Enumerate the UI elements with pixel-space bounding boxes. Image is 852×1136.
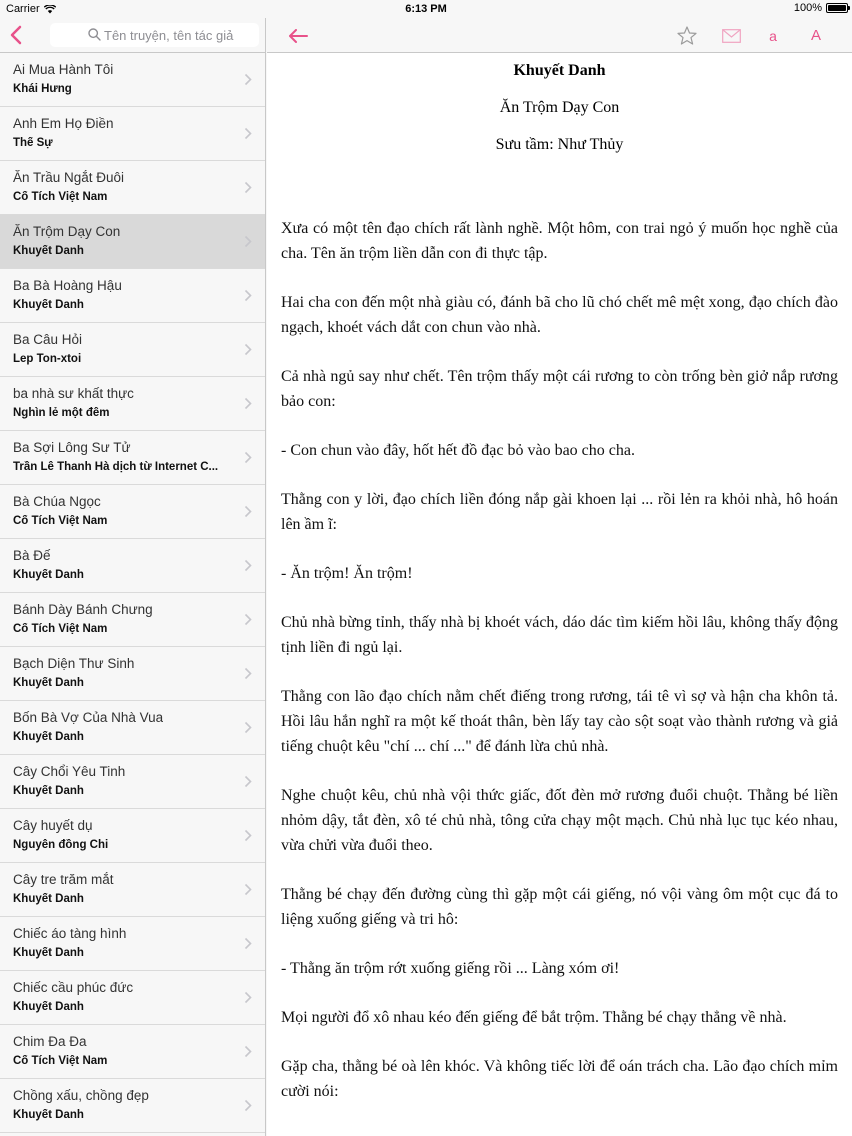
story-list-item[interactable] — [0, 755, 265, 809]
story-title-heading: Ăn Trộm Dạy Con — [499, 99, 620, 116]
story-title: Bà Đế — [13, 548, 51, 563]
chevron-right-icon — [244, 343, 252, 356]
story-list-item[interactable] — [0, 53, 265, 107]
story-paragraph: Thằng con y lời, đạo chích liền đóng nắp gài khoen lại ... rồi lẻn ra khỏi nhà, hô hoán lên ầm ĩ: — [281, 491, 838, 533]
story-list-item[interactable] — [0, 161, 265, 215]
increase-font-button[interactable] — [805, 18, 827, 53]
story-list-item[interactable] — [0, 593, 265, 647]
chevron-right-icon — [244, 73, 252, 86]
font-small-label: a — [769, 27, 777, 44]
story-title: Ba Câu Hỏi — [13, 332, 83, 347]
story-paragraph: Thằng bé chạy đến đường cùng thì gặp một cái giếng, nó vội vàng ôm một cục đá to liệng xuống giếng và tri hô: — [281, 886, 838, 928]
share-email-button[interactable] — [717, 18, 745, 53]
story-author: Khuyết Danh — [13, 785, 84, 797]
story-list-item[interactable] — [0, 863, 265, 917]
story-paragraph: Xưa có một tên đạo chích rất lành nghề. Một hôm, con trai ngỏ ý muốn học nghề của cha. Tên ăn trộm liền dẫn con đi thực tập. — [281, 220, 838, 262]
story-list-item[interactable] — [0, 809, 265, 863]
list-nav-bar — [0, 18, 265, 53]
story-author: Khuyết Danh — [13, 1001, 84, 1013]
story-title: Chim Đa Đa — [13, 1034, 87, 1049]
story-author: Khuyết Danh — [13, 299, 84, 311]
story-title: Ba Sợi Lông Sư Tử — [13, 440, 131, 455]
story-author: Khuyết Danh — [13, 677, 84, 689]
story-collector: Sưu tầm: Như Thủy — [495, 136, 624, 153]
story-author: Cổ Tích Việt Nam — [13, 515, 108, 527]
story-list-item[interactable] — [0, 107, 265, 161]
back-button[interactable] — [0, 18, 32, 53]
story-list-item[interactable] — [0, 971, 265, 1025]
favorite-button[interactable] — [673, 18, 701, 53]
reader-pane — [267, 18, 852, 1136]
story-paragraph: - Thằng ăn trộm rớt xuống giếng rồi ... Làng xóm ơi! — [281, 960, 620, 977]
story-list-item[interactable] — [0, 917, 265, 971]
decrease-font-button[interactable] — [763, 18, 783, 53]
story-author: Nguyễn đồng Chi — [13, 839, 109, 851]
story-list-item[interactable] — [0, 539, 265, 593]
story-author: Cổ Tích Việt Nam — [13, 623, 108, 635]
story-author: Khuyết Danh — [13, 947, 84, 959]
story-author: Lep Ton-xtoi — [13, 353, 82, 365]
chevron-right-icon — [244, 127, 252, 140]
chevron-right-icon — [244, 775, 252, 788]
search-box[interactable] — [50, 23, 259, 47]
story-list-item[interactable] — [0, 1079, 265, 1133]
story-list-item[interactable] — [0, 377, 265, 431]
chevron-right-icon — [244, 1045, 252, 1058]
story-author: Nghìn lẻ một đêm — [13, 407, 110, 419]
story-reader — [267, 60, 852, 1104]
story-title: Cây Chổi Yêu Tinh — [13, 764, 126, 779]
chevron-right-icon — [244, 667, 252, 680]
story-paragraph: Hai cha con đến một nhà giàu có, đánh bã cho lũ chó chết mê mệt xong, đạo chích đào ngạch, khoét vách dắt con chun vào nhà. — [281, 294, 838, 336]
battery-percent: 100% — [793, 2, 822, 14]
story-body — [281, 216, 838, 1104]
chevron-right-icon — [244, 1099, 252, 1112]
story-author: Trần Lê Thanh Hà dịch từ Internet C... — [13, 461, 219, 473]
story-author: Thế Sự — [13, 137, 53, 149]
story-paragraph: - Ăn trộm! Ăn trộm! — [281, 565, 413, 582]
chevron-left-icon — [10, 25, 22, 45]
chevron-right-icon — [244, 613, 252, 626]
story-paragraph: Thằng con lão đạo chích nằm chết điếng trong rương, tái tê vì sợ và hận cha khôn tả. Hồi lâu hắn nghĩ ra một kế thoát thân, bèn lấy tay cào sột soạt vào thành rương và giả tiếng chuột kêu "chí ... chí ..." để đánh lừa chủ nhà. — [281, 688, 838, 755]
story-author: Khuyết Danh — [13, 569, 84, 581]
star-icon — [677, 26, 697, 45]
clock: 6:13 PM — [405, 3, 447, 15]
chevron-right-icon — [244, 505, 252, 518]
font-large-label: A — [810, 27, 821, 44]
story-author: Khuyết Danh — [13, 1109, 84, 1121]
chevron-right-icon — [244, 559, 252, 572]
story-title: Bốn Bà Vợ Của Nhà Vua — [13, 710, 164, 725]
reader-toolbar — [267, 18, 852, 53]
story-title: Chiếc áo tàng hình — [13, 926, 127, 941]
story-title: Cây huyết dụ — [13, 818, 93, 833]
chevron-right-icon — [244, 883, 252, 896]
story-list-item[interactable] — [0, 1025, 265, 1079]
back-arrow-button[interactable] — [283, 18, 313, 53]
mail-icon — [722, 29, 741, 43]
story-title: Chiếc cầu phúc đức — [13, 980, 134, 995]
battery-indicator — [794, 2, 848, 14]
story-title: Ai Mua Hành Tôi — [13, 62, 114, 77]
story-title: Cây tre trăm mắt — [13, 872, 114, 887]
chevron-right-icon — [244, 235, 252, 248]
status-bar — [0, 0, 852, 18]
chevron-right-icon — [244, 397, 252, 410]
story-author: Khuyết Danh — [13, 245, 84, 257]
story-list-item[interactable] — [0, 485, 265, 539]
story-list — [0, 53, 265, 1133]
search-input[interactable] — [86, 28, 259, 43]
chevron-right-icon — [244, 937, 252, 950]
arrow-left-icon — [288, 29, 308, 43]
story-title: Bạch Diện Thư Sinh — [13, 656, 135, 671]
story-paragraph: Mọi người đổ xô nhau kéo đến giếng để bắt trộm. Thằng bé chạy thẳng về nhà. — [281, 1009, 787, 1026]
story-author: Cổ Tích Việt Nam — [13, 1055, 108, 1067]
story-list-item[interactable] — [0, 323, 265, 377]
story-paragraph: - Con chun vào đây, hốt hết đồ đạc bỏ vào bao cho cha. — [281, 442, 635, 459]
chevron-right-icon — [244, 289, 252, 302]
story-title: Bà Chúa Ngọc — [13, 494, 101, 509]
story-title: Anh Em Họ Điền — [13, 116, 114, 131]
chevron-right-icon — [244, 181, 252, 194]
story-list-item-selected[interactable] — [0, 215, 265, 269]
battery-icon — [826, 3, 848, 13]
story-author: Cổ Tích Việt Nam — [13, 191, 108, 203]
chevron-right-icon — [244, 991, 252, 1004]
chevron-right-icon — [244, 721, 252, 734]
chevron-right-icon — [244, 451, 252, 464]
story-paragraph: Nghe chuột kêu, chủ nhà vội thức giấc, đốt đèn mở rương đuổi chuột. Thằng bé liền nhỏm dậy, tắt đèn, xô té chủ nhà, tông cửa chạy một mạch. Chủ nhà lục tục kéo nhau, vừa chửi vừa đuổi theo. — [281, 787, 838, 854]
story-author: Khuyết Danh — [13, 893, 84, 905]
story-paragraph: Gặp cha, thằng bé oà lên khóc. Và không tiếc lời để oán trách cha. Lão đạo chích mỉm cười nói: — [281, 1058, 838, 1100]
story-list-item[interactable] — [0, 431, 265, 485]
story-paragraph: Cả nhà ngủ say như chết. Tên trộm thấy một cái rương to còn trống bèn giở nắp rương bảo con: — [281, 368, 838, 410]
story-title: ba nhà sư khất thực — [13, 386, 134, 401]
story-title: Chồng xấu, chồng đẹp — [13, 1088, 149, 1103]
story-author-heading: Khuyết Danh — [513, 62, 606, 79]
story-author: Khái Hưng — [13, 83, 72, 95]
story-list-item[interactable] — [0, 701, 265, 755]
story-paragraph: Chủ nhà bừng tỉnh, thấy nhà bị khoét vách, dáo dác tìm kiếm hồi lâu, không thấy động tịnh liền đi ngủ lại. — [281, 614, 838, 656]
story-list-item[interactable] — [0, 269, 265, 323]
chevron-right-icon — [244, 829, 252, 842]
story-author: Khuyết Danh — [13, 731, 84, 743]
story-title: Ăn Trầu Ngắt Đuôi — [13, 170, 125, 185]
story-title: Ba Bà Hoàng Hậu — [13, 278, 122, 293]
story-title: Bánh Dày Bánh Chưng — [13, 602, 153, 617]
search-icon — [88, 28, 101, 41]
story-list-item[interactable] — [0, 647, 265, 701]
carrier-label: Carrier — [6, 3, 40, 15]
story-title: Ăn Trộm Dạy Con — [13, 224, 121, 239]
story-list-pane — [0, 18, 266, 1136]
